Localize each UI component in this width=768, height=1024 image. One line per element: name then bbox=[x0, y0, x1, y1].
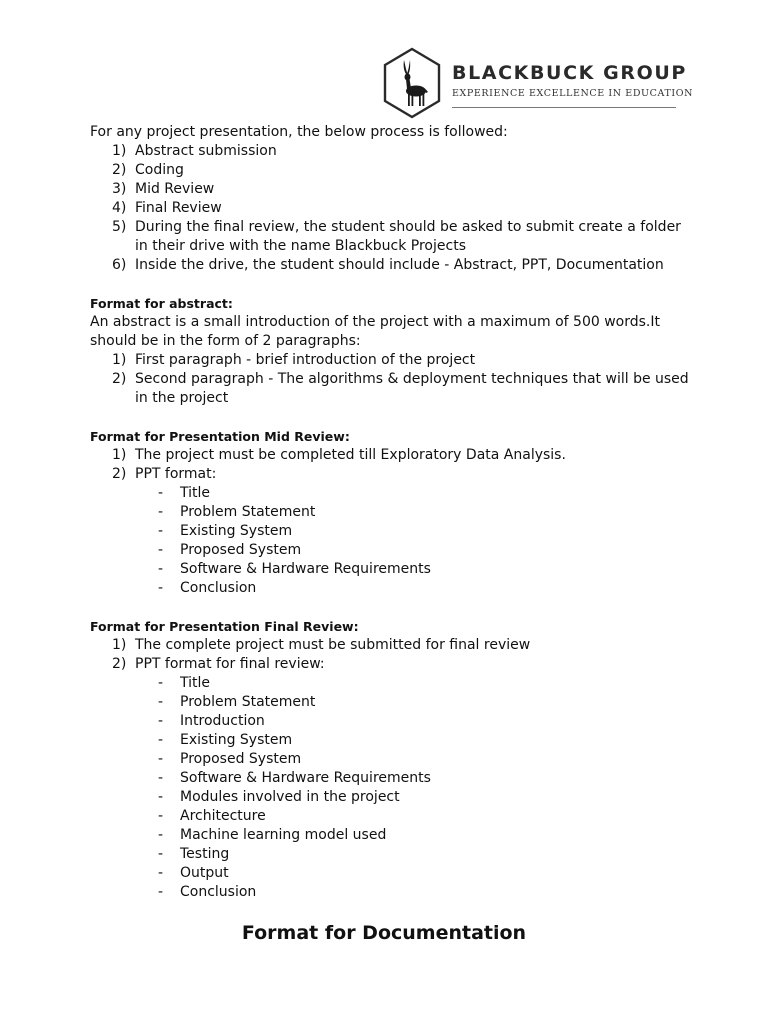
documentation-title: Format for Documentation bbox=[241, 922, 527, 944]
list-item: - Conclusion bbox=[158, 580, 257, 596]
abstract-heading: Format for abstract: bbox=[90, 296, 233, 311]
list-item: 2) Second paragraph - The algorithms & deployment techniques that will be used in the project bbox=[112, 371, 689, 406]
abstract-paragraphs-list bbox=[90, 351, 690, 408]
list-item: - Existing System bbox=[158, 732, 293, 748]
list-item: - Title bbox=[158, 675, 211, 691]
mid-review-list bbox=[90, 446, 690, 598]
process-steps-list bbox=[90, 142, 690, 275]
list-item: 1) The complete project must be submitted for final review bbox=[112, 637, 531, 653]
final-review-heading: Format for Presentation Final Review: bbox=[90, 619, 359, 634]
list-item: 1) The project must be completed till Exploratory Data Analysis. bbox=[112, 447, 566, 463]
blackbuck-logo bbox=[382, 46, 694, 120]
list-item: - Proposed System bbox=[158, 751, 302, 767]
list-item: 3) Mid Review bbox=[112, 181, 215, 197]
list-item: 1) First paragraph - brief introduction of the project bbox=[112, 352, 476, 368]
list-item: - Machine learning model used bbox=[158, 827, 387, 843]
list-item: 4) Final Review bbox=[112, 200, 222, 216]
list-item: - Problem Statement bbox=[158, 694, 316, 710]
list-item: 2) PPT format: - Title - Problem Statement - Existing System - Proposed System - Software & Hardware Requirements - Conclusion bbox=[90, 465, 690, 598]
brand-divider bbox=[452, 107, 676, 108]
list-item: - Existing System bbox=[158, 523, 293, 539]
list-item: 6) Inside the drive, the student should include - Abstract, PPT, Documentation bbox=[112, 257, 664, 273]
intro-text: For any project presentation, the below process is followed: bbox=[90, 124, 508, 140]
list-item: - Proposed System bbox=[158, 542, 302, 558]
document-body bbox=[90, 123, 690, 902]
mid-review-ppt-list bbox=[135, 484, 690, 598]
list-item: 2) PPT format for final review: - Title - Problem Statement - Introduction - Existing System - Proposed System - Software & Hardware Requirements - Modules involved in the project - Architecture - Machine learning model used - Testing - Output - Conclusion bbox=[90, 655, 690, 902]
final-review-ppt-list bbox=[135, 674, 690, 902]
list-item: - Software & Hardware Requirements bbox=[158, 770, 431, 786]
list-item: - Title bbox=[158, 485, 211, 501]
list-item: - Architecture bbox=[158, 808, 266, 824]
blackbuck-antelope-icon bbox=[382, 46, 442, 120]
brand-tagline: EXPERIENCE EXCELLENCE IN EDUCATION bbox=[452, 88, 694, 99]
abstract-description: An abstract is a small introduction of the project with a maximum of 500 words.It should be in the form of 2 paragraphs: bbox=[90, 314, 660, 349]
list-item: - Output bbox=[158, 865, 229, 881]
mid-review-heading: Format for Presentation Mid Review: bbox=[90, 429, 350, 444]
list-item: - Modules involved in the project bbox=[158, 789, 400, 805]
final-review-list bbox=[90, 636, 690, 902]
list-item: - Conclusion bbox=[158, 884, 257, 900]
list-item: - Problem Statement bbox=[158, 504, 316, 520]
list-item: 5) During the final review, the student should be asked to submit create a folder in their drive with the name Blackbuck Projects bbox=[112, 219, 681, 254]
brand-name: BLACKBUCK GROUP bbox=[452, 62, 687, 84]
list-item: - Testing bbox=[158, 846, 230, 862]
list-item: - Software & Hardware Requirements bbox=[158, 561, 431, 577]
list-item: - Introduction bbox=[158, 713, 265, 729]
list-item: 1) Abstract submission bbox=[112, 143, 277, 159]
list-item: 2) Coding bbox=[112, 162, 184, 178]
